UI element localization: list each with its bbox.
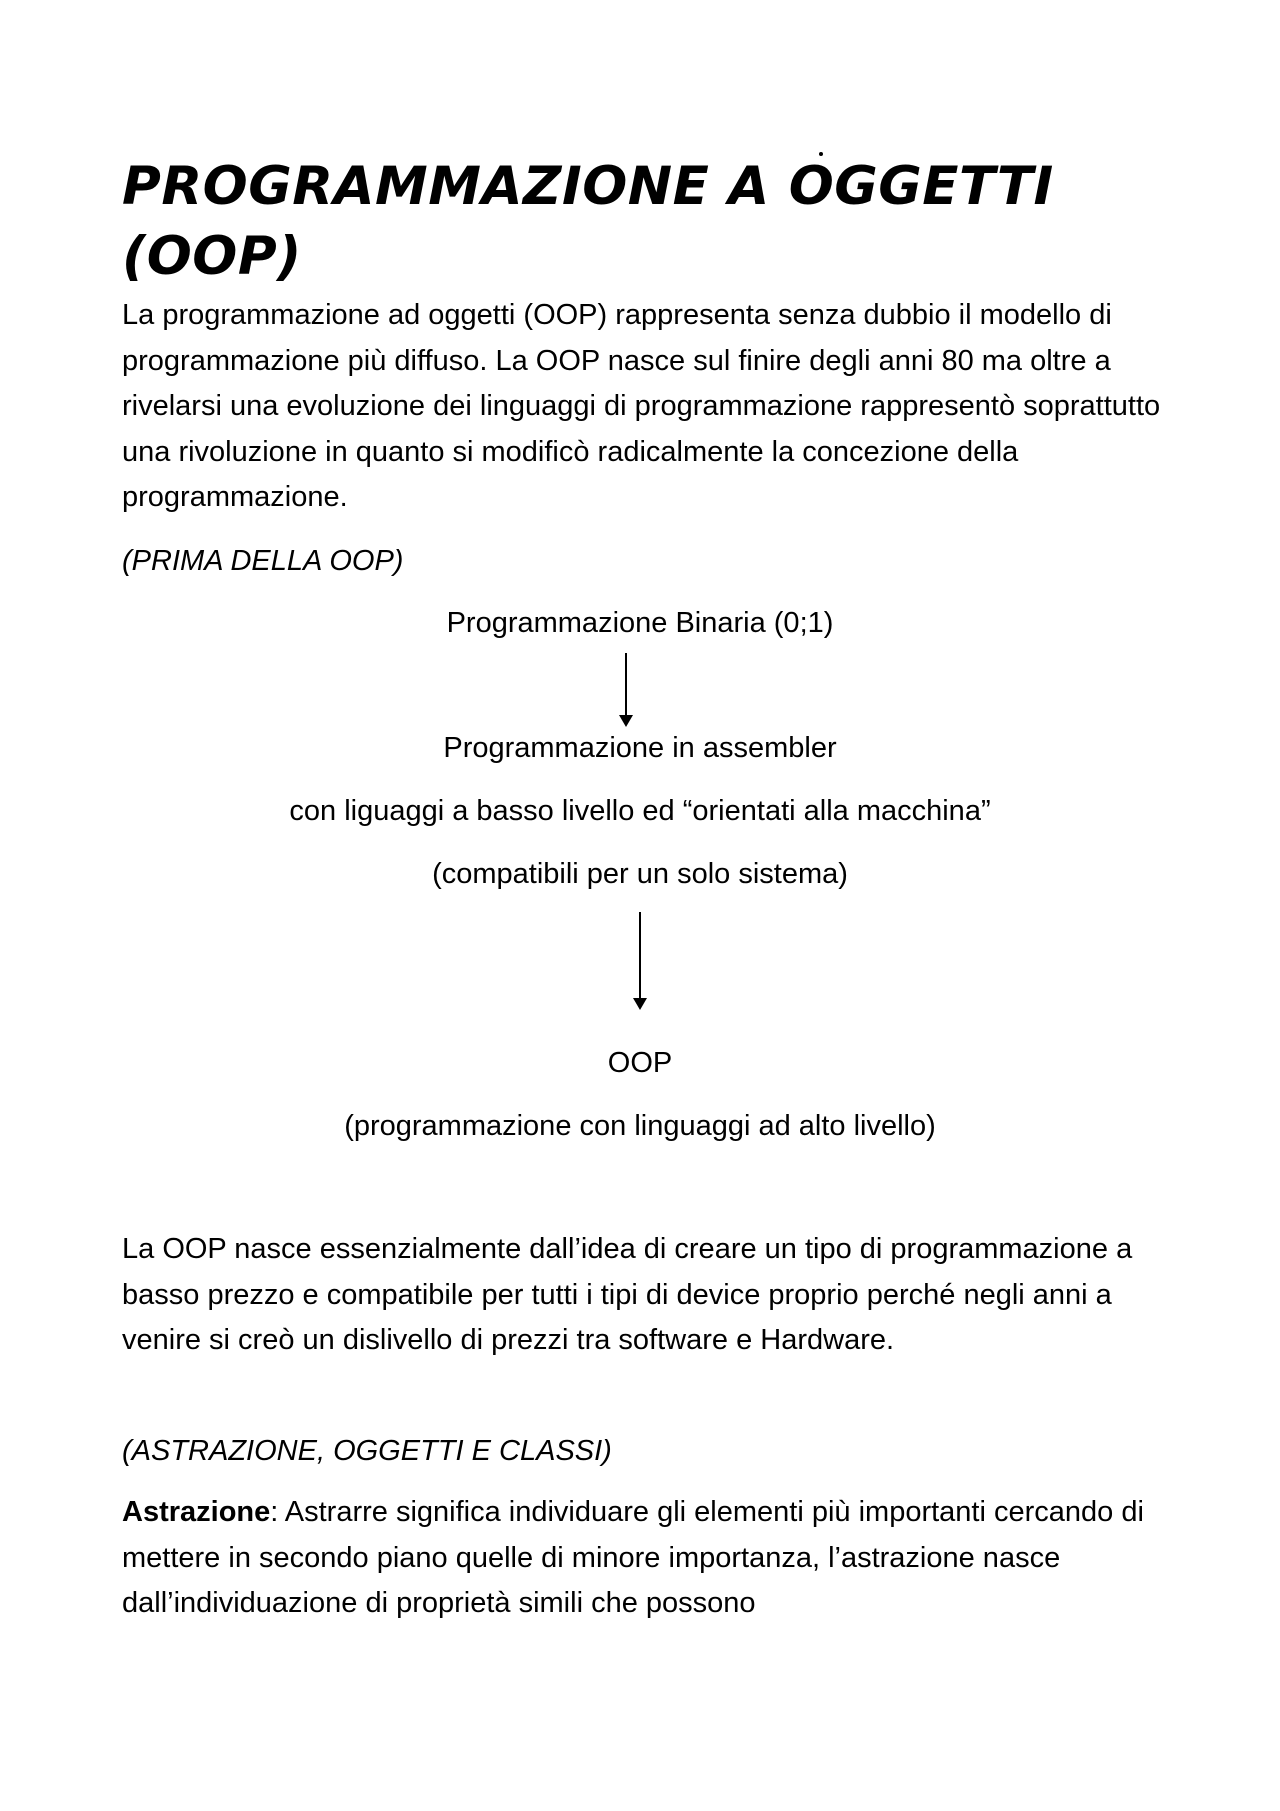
abstraction-definition: : Astrarre significa individuare gli elementi più importanti cercando di mettere in secondo piano quelle di minore importanza, l’astrazione nasce dall’individuazione di proprietà simili che possono: [122, 1496, 1144, 1619]
intro-paragraph: La programmazione ad oggetti (OOP) rappresenta senza dubbio il modello di programmazione più diffuso. La OOP nasce sul finire degli anni 80 ma oltre a rivelarsi una evoluzione dei linguaggi di programmazione rappresentò soprattutto una rivoluzione in quanto si modificò radicalmente la concezione della programmazione.: [122, 299, 1161, 513]
flow-arrow-down-icon: [633, 912, 647, 1010]
flow-step-binary: Programmazione Binaria (0;1): [446, 607, 834, 639]
page-title: PROGRAMMAZIONE A OGGETTI (OOP): [122, 156, 1054, 287]
abstraction-paragraph: [122, 1490, 1182, 1627]
flow-step-assembler-detail: con liguaggi a basso livello ed “orientati alla macchina”: [289, 795, 991, 827]
flow-step-assembler: Programmazione in assembler: [443, 732, 837, 764]
abstraction-term: Astrazione: [122, 1496, 271, 1528]
flow-step-oop: OOP: [607, 1047, 673, 1079]
flow-step-assembler-note: (compatibili per un solo sistema): [432, 858, 848, 890]
section-heading-before-oop: (PRIMA DELLA OOP): [122, 545, 404, 577]
flow-step-oop-detail: (programmazione con linguaggi ad alto livello): [344, 1110, 936, 1142]
oop-origin-paragraph: La OOP nasce essenzialmente dall’idea di creare un tipo di programmazione a basso prezzo e compatibile per tutti i tipi di device proprio perché negli anni a venire si creò un dislivello di prezzi tra software e Hardware.: [122, 1233, 1133, 1356]
flow-arrow-down-icon: [619, 653, 633, 727]
section-heading-abstraction: (ASTRAZIONE, OGGETTI E CLASSI): [122, 1435, 612, 1467]
